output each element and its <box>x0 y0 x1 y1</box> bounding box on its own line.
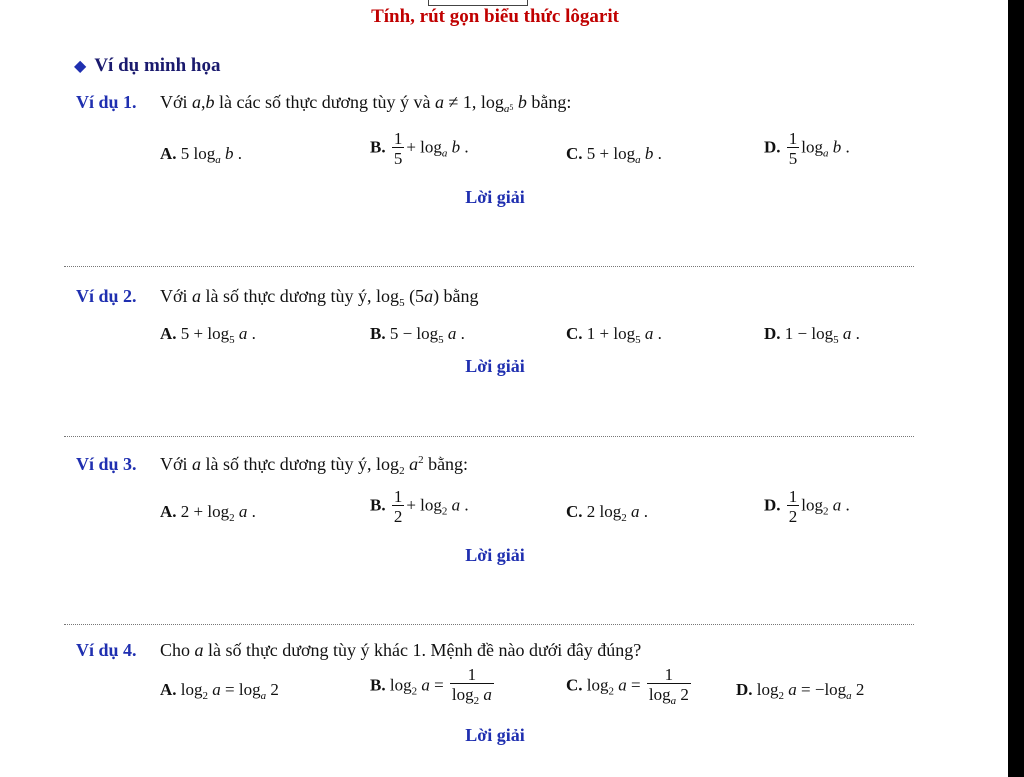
page-title: Tính, rút gọn biểu thức lôgarit <box>371 6 619 27</box>
question-4-text: Cho a là số thực dương tùy ý khác 1. Mệnh đề nào dưới đây đúng? <box>160 640 642 660</box>
question-4-option-c[interactable]: C. $\log_2 a$ = $\frac{1}{\log_a 2}$ <box>566 665 689 707</box>
question-3-text: Với a là số thực dương tùy ý, $\log_2 a^2$ bằng: <box>160 454 469 477</box>
question-1-label: Ví dụ 1. <box>76 92 137 112</box>
section-heading <box>74 55 221 77</box>
solution-label-2[interactable]: Lời giải <box>465 356 525 376</box>
solution-label-1[interactable]: Lời giải <box>465 187 525 207</box>
question-3-option-b[interactable]: B. $\frac{1}{2}$ + $\log_2 a$ . <box>370 487 469 526</box>
divider-3 <box>64 624 914 625</box>
section-label: Ví dụ minh họa <box>94 55 221 76</box>
question-2-text: Với a là số thực dương tùy ý, $\log_5 (5a)$ bằng <box>160 286 479 309</box>
divider-2 <box>64 436 914 437</box>
question-4-label: Ví dụ 4. <box>76 640 137 660</box>
diamond-icon: ◆ <box>74 58 87 75</box>
question-3-label: Ví dụ 3. <box>76 454 137 474</box>
question-3-option-d[interactable]: D. $\frac{1}{2}$ $\log_2 a$ . <box>764 487 850 526</box>
question-4-option-b[interactable]: B. $\log_2 a$ = $\frac{1}{\log_2 a}$ <box>370 665 492 707</box>
divider-1 <box>64 266 914 267</box>
question-1-option-b[interactable]: B. $\frac{1}{5}$ + $\log_a b$ . <box>370 129 469 168</box>
solution-label-3[interactable]: Lời giải <box>465 545 525 565</box>
question-3-option-c[interactable]: C. 2 $\log_2 a$ . <box>566 502 649 524</box>
question-1-option-d[interactable]: D. $\frac{1}{5}$ $\log_a b$ . <box>764 129 850 168</box>
question-2-label: Ví dụ 2. <box>76 286 137 306</box>
question-2-option-c[interactable]: C. $1 + \log_5 a$ . <box>566 324 662 346</box>
solution-label-4[interactable]: Lời giải <box>465 725 525 745</box>
question-3-option-a[interactable]: A. $2 + \log_2 a$ . <box>160 502 256 524</box>
question-2-option-b[interactable]: B. $5 - \log_5 a$ . <box>370 324 465 346</box>
question-4-option-d[interactable]: D. $\log_2 a = -\log_a$ 2 <box>736 680 865 702</box>
question-4-option-a[interactable]: A. $\log_2 a = \log_a 2$ <box>160 680 279 702</box>
question-2-option-d[interactable]: D. $1 - \log_5 a$ . <box>764 324 860 346</box>
question-1-option-a[interactable]: A. 5 $\log_a b$ . <box>160 144 243 166</box>
question-2-option-a[interactable]: A. $5 + \log_5 a$ . <box>160 324 256 346</box>
question-1-text: Với a,b là các số thực dương tùy ý và a ≠ 1, $\log_{a^5} b$ bằng: <box>160 92 572 115</box>
question-1-option-c[interactable]: C. $5 + \log_a b$ . <box>566 144 662 166</box>
